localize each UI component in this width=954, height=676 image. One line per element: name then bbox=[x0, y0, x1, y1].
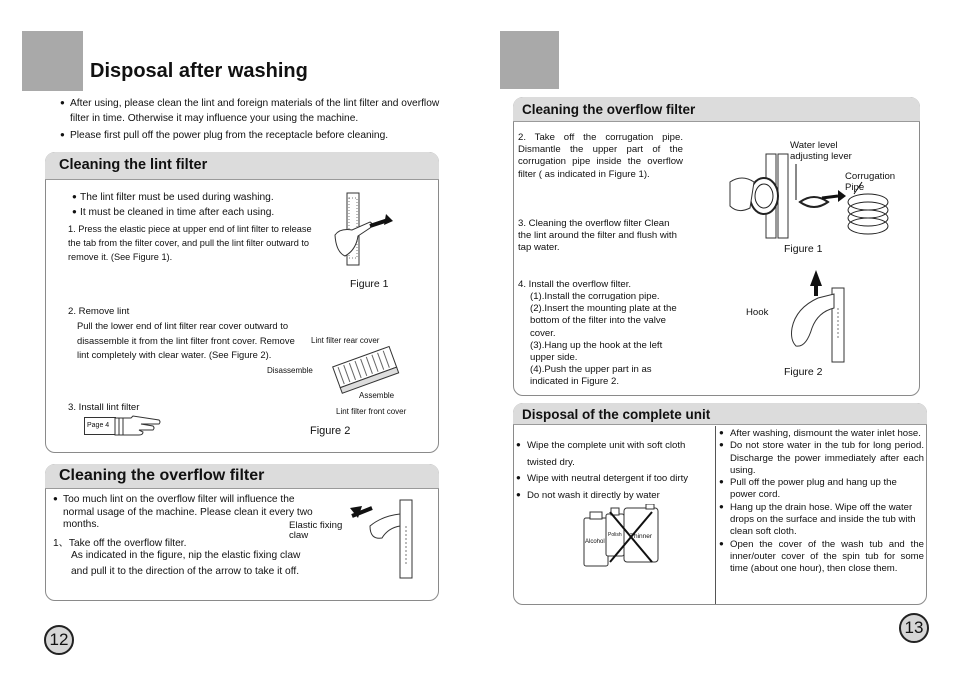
lint-step3: 3. Install lint filter bbox=[68, 402, 140, 413]
overflow-bullet: ● Too much lint on the overflow filter will influence the normal usage of the machine. Please clean it every two months. bbox=[53, 494, 313, 532]
overflow-step4-title: 4. Install the overflow filter. bbox=[518, 279, 632, 290]
disposal-left-list bbox=[516, 438, 714, 504]
figure2-right-caption: Figure 2 bbox=[784, 366, 823, 378]
label-assemble: Assemble bbox=[359, 391, 395, 400]
overflow-filter-panel-header bbox=[45, 464, 439, 489]
lint-step2-title: 2. Remove lint bbox=[68, 306, 130, 317]
disposal-right-item: ● Open the cover of the wash tub and the inner/outer cover of the spin tub for some time (about one hour), then close them. bbox=[719, 539, 924, 576]
intro-item: ● After using, please clean the lint and foreign materials of the lint filter and overflow filter in time. Otherwise it may influence your using the machine. bbox=[60, 96, 445, 126]
disposal-divider bbox=[715, 426, 716, 604]
label-elastic-claw: Elastic fixing claw bbox=[289, 520, 343, 541]
figure1-right-caption: Figure 1 bbox=[784, 243, 823, 255]
overflow-filter-panel-right-header bbox=[513, 97, 920, 122]
overflow-filter-illustration bbox=[348, 496, 418, 580]
bottle-label-polish: Polish bbox=[608, 532, 622, 538]
disposal-right-item: ● Pull off the power plug and hang up the power cord. bbox=[719, 477, 924, 502]
overflow-step3: 3. Cleaning the overflow filter Clean the lint around the filter and flush with tap water. bbox=[518, 218, 677, 254]
disposal-left-item: ● Wipe with neutral detergent if too dirty bbox=[516, 471, 714, 488]
lint-filter-figure2-illustration bbox=[330, 338, 400, 398]
overflow-filter-heading: Cleaning the overflow filter bbox=[59, 467, 265, 484]
overflow-step1-title: 1、Take off the overflow filter. bbox=[53, 538, 187, 549]
page-number-left: 12 bbox=[44, 625, 74, 655]
disposal-panel-header bbox=[513, 403, 927, 425]
lint-filter-heading: Cleaning the lint filter bbox=[59, 157, 208, 173]
page-title: Disposal after washing bbox=[90, 60, 308, 82]
lint-filter-figure1-illustration bbox=[330, 190, 395, 270]
label-disassemble: Disassemble bbox=[267, 366, 313, 375]
overflow-step4-list bbox=[530, 291, 685, 389]
label-water-level-lever: Water level adjusting lever bbox=[790, 140, 852, 162]
page-number-right: 13 bbox=[899, 613, 929, 643]
disposal-right-item: ● Hang up the drain hose. Wipe off the water drops on the surface and inside the tub with clean soft cloth. bbox=[719, 502, 924, 539]
label-front-cover: Lint filter front cover bbox=[336, 407, 407, 416]
label-corrugation-pipe: Corrugation Pipe bbox=[845, 171, 896, 193]
header-gray-block bbox=[500, 31, 559, 89]
lint-bullet: ● It must be cleaned in time after each using. bbox=[72, 205, 332, 220]
label-hook: Hook bbox=[746, 307, 769, 318]
header-gray-block bbox=[22, 31, 83, 91]
figure2-caption: Figure 2 bbox=[310, 425, 351, 437]
overflow-step1-body: As indicated in the figure, nip the elastic fixing claw and pull it to the direction of the arrow to take it off. bbox=[71, 550, 301, 577]
disposal-heading: Disposal of the complete unit bbox=[522, 407, 711, 422]
lint-bullet: ● The lint filter must be used during washing. bbox=[72, 190, 332, 205]
page-ref-label: Page 4 bbox=[87, 422, 110, 429]
disposal-right-list bbox=[719, 428, 924, 576]
step4-item: (2).Insert the mounting plate at the bottom of the filter into the valve cover. bbox=[530, 303, 677, 339]
step4-item: (3).Hang up the hook at the left upper side. bbox=[530, 339, 663, 364]
intro-item: ● Please first pull off the power plug from the receptacle before cleaning. bbox=[60, 128, 445, 143]
page-ref-box bbox=[84, 417, 116, 435]
step4-item: (4).Push the upper part in as indicated in Figure 2. bbox=[530, 364, 652, 388]
pointing-hand-icon bbox=[113, 414, 163, 438]
lint-bullets bbox=[72, 190, 332, 220]
hook-figure2-illustration bbox=[782, 268, 862, 364]
lint-step2-body: Pull the lower end of lint filter rear cover outward to disassemble it from the lint filter front cover. Remove lint completely with clear water. (See Figure 2). bbox=[77, 320, 295, 360]
lint-step1: 1. Press the elastic piece at upper end of lint filter to release the tab from the filter cover, and pull the lint filter outward to remove it. (See Figure 1). bbox=[68, 224, 312, 262]
bottle-label-thinner: Thinner bbox=[630, 533, 653, 540]
disposal-right-item: ● Do not store water in the tub for long period. Discharge the power immediately after each using. bbox=[719, 440, 924, 477]
corrugation-figure1-illustration bbox=[722, 152, 902, 240]
step4-item: (1).Install the corrugation pipe. bbox=[530, 291, 660, 302]
intro-text bbox=[60, 96, 445, 143]
disposal-left-item: ● Wipe the complete unit with soft cloth twisted dry. bbox=[516, 438, 714, 471]
disposal-left-item: ● Do not wash it directly by water bbox=[516, 488, 714, 505]
figure1-caption: Figure 1 bbox=[350, 278, 389, 290]
overflow-filter-right-heading: Cleaning the overflow filter bbox=[522, 102, 696, 117]
bottle-label-alcohol: Alcohol bbox=[585, 539, 605, 545]
overflow-step2: 2. Take off the corrugation pipe. Dismantle the upper part of the corrugation pipe inside the overflow filter ( as indicated in Figure 1). bbox=[518, 132, 683, 180]
label-rear-cover: Lint filter rear cover bbox=[311, 336, 380, 345]
disposal-right-item: ● After washing, dismount the water inlet hose. bbox=[719, 428, 924, 440]
lint-filter-panel-header bbox=[45, 152, 439, 180]
